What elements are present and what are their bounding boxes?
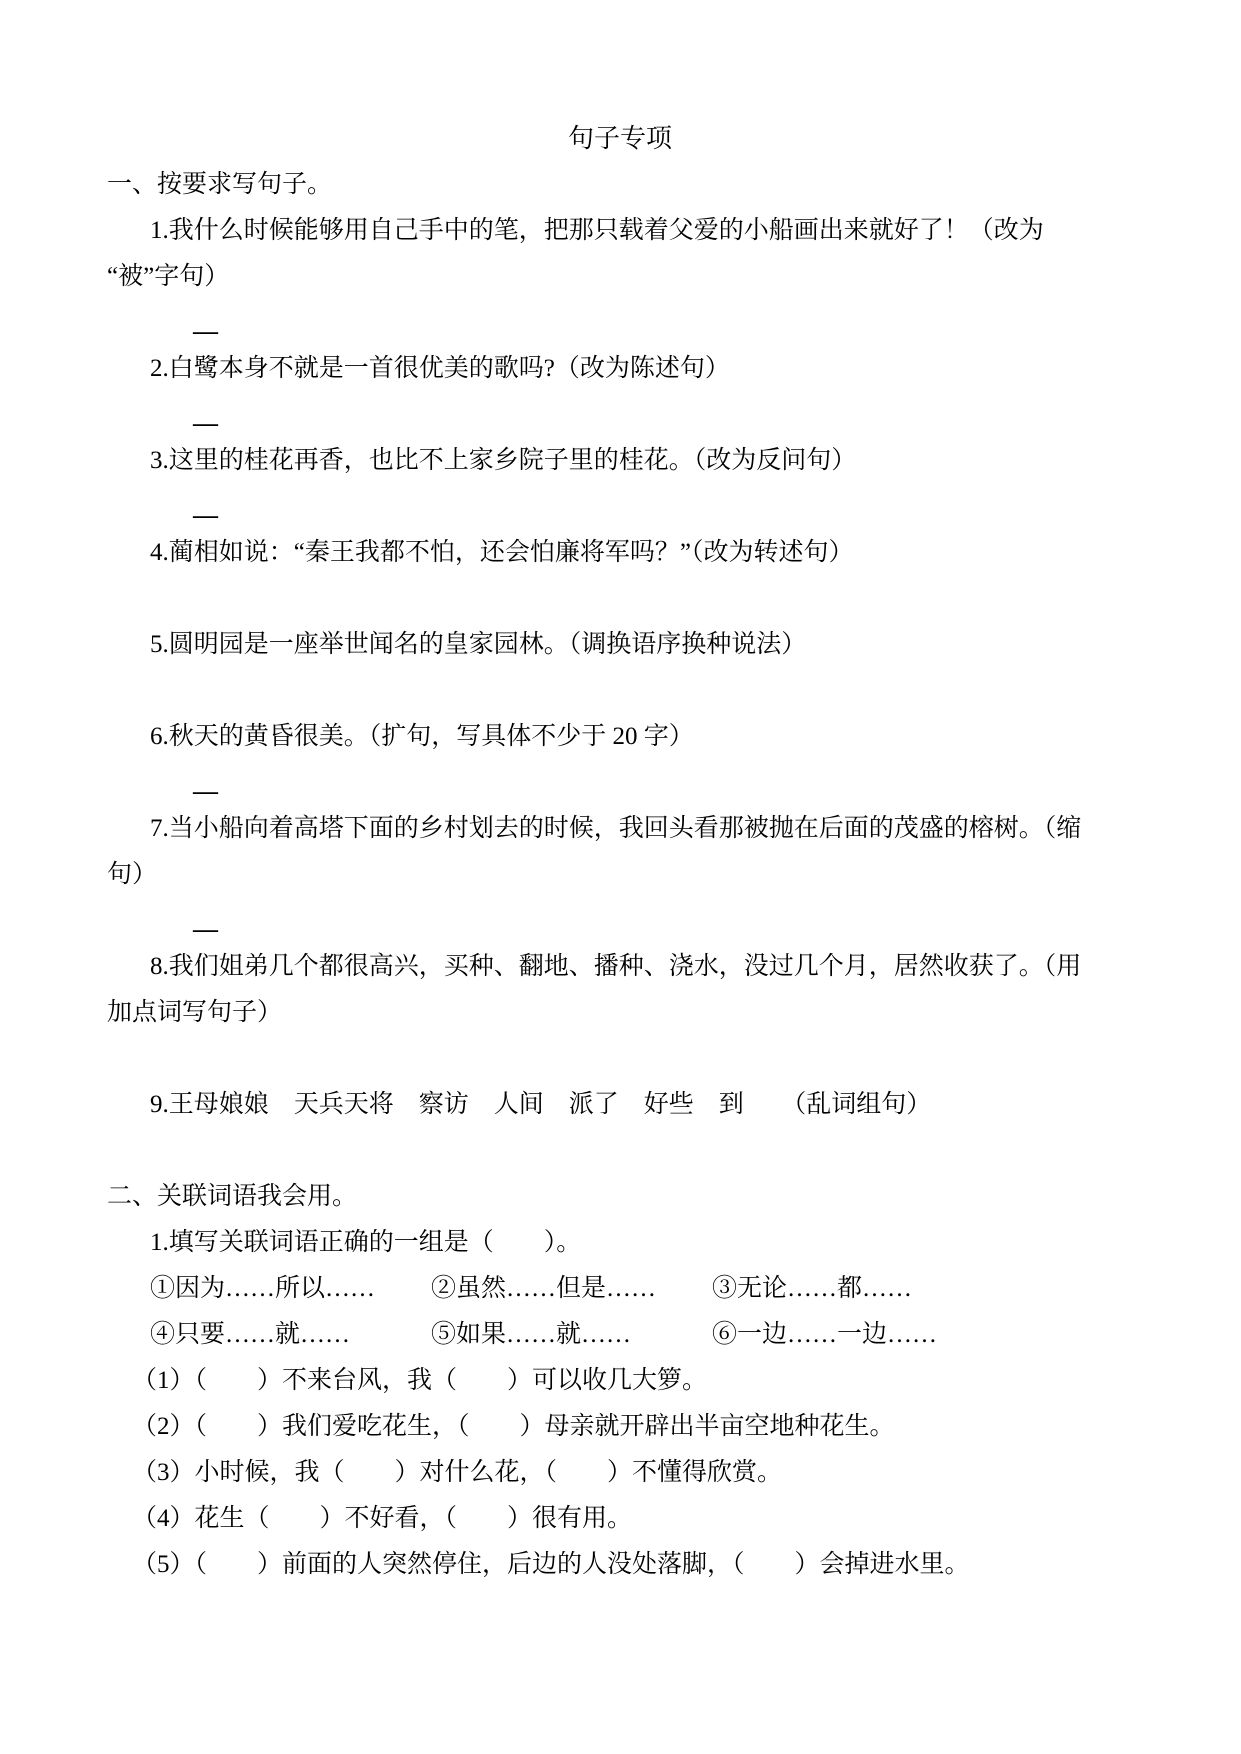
question-1-line2: “被”字句） [107, 263, 230, 290]
question-6: 6.秋天的黄昏很美。（扩句，写具体不少于 20 字） [150, 723, 694, 750]
question-1-line1: 1.我什么时候能够用自己手中的笔，把那只载着父爱的小船画出来就好了！（改为 [150, 217, 1044, 244]
answer-dash: — [193, 916, 218, 943]
question-7-line2: 句） [107, 861, 158, 888]
question-8 [107, 944, 1133, 1036]
emphasized-word: 居然 [893, 953, 944, 980]
answer-dash: — [193, 318, 218, 345]
fill-blank-3: （3）小时候，我（ ）对什么花，（ ）不懂得欣赏。 [132, 1459, 783, 1486]
question-3: 3.这里的桂花再香，也比不上家乡院子里的桂花。（改为反问句） [150, 447, 857, 474]
question-4: 4.蔺相如说：“秦王我都不怕，还会怕廉将军吗？”（改为转述句） [150, 539, 854, 566]
option-2: ②虽然……但是…… [431, 1275, 657, 1302]
section2-question-1: 1.填写关联词语正确的一组是（ ）。 [150, 1229, 582, 1256]
question-2: 2.白鹭本身不就是一首很优美的歌吗?（改为陈述句） [150, 355, 730, 382]
options-row-2 [107, 1312, 1133, 1358]
answer-line-2 [107, 392, 1133, 438]
option-1: ①因为……所以…… [150, 1275, 376, 1302]
answer-dash: — [193, 502, 218, 529]
section2-heading: 二、关联词语我会用。 [107, 1183, 358, 1210]
fill-blank-2: （2）（ ）我们爱吃花生，（ ）母亲就开辟出半亩空地种花生。 [132, 1413, 895, 1440]
question-5: 5.圆明园是一座举世闻名的皇家园林。（调换语序换种说法） [150, 631, 807, 658]
option-4: ④只要……就…… [150, 1321, 351, 1348]
spacer-line [107, 576, 1133, 622]
question-1 [107, 208, 1133, 300]
spacer-line [107, 1036, 1133, 1082]
question-9: 9.王母娘娘 天兵天将 察访 人间 派了 好些 到 （乱词组句） [150, 1091, 932, 1118]
option-6: ⑥一边……一边…… [712, 1321, 938, 1348]
page-title: 句子专项 [567, 124, 672, 153]
question-8-line2: 加点词写句子） [107, 999, 283, 1026]
answer-line-5 [107, 898, 1133, 944]
question-8-line1-pre: 8.我们姐弟几个都很高兴，买种、翻地、播种、浇水，没过几个月， [150, 953, 894, 980]
option-3: ③无论……都…… [712, 1275, 913, 1302]
fill-blank-1: （1）（ ）不来台风，我（ ）可以收几大箩。 [132, 1367, 708, 1394]
options-row-1 [107, 1266, 1133, 1312]
answer-line-3 [107, 484, 1133, 530]
fill-blank-4: （4）花生（ ）不好看，（ ）很有用。 [132, 1505, 633, 1532]
option-5: ⑤如果……就…… [431, 1321, 632, 1348]
question-8-line1-post: 收获了。（用 [943, 953, 1082, 980]
question-7-line1: 7.当小船向着高塔下面的乡村划去的时候，我回头看那被抛在后面的茂盛的榕树。（缩 [150, 815, 1082, 842]
answer-dash: — [193, 410, 218, 437]
answer-line-1 [107, 300, 1133, 346]
question-7 [107, 806, 1133, 898]
answer-dash: — [193, 778, 218, 805]
spacer-line [107, 1128, 1133, 1174]
spacer-line [107, 668, 1133, 714]
fill-blank-5: （5）（ ）前面的人突然停住，后边的人没处落脚，（ ）会掉进水里。 [132, 1551, 970, 1578]
section1-heading: 一、按要求写句子。 [107, 171, 333, 198]
answer-line-4 [107, 760, 1133, 806]
